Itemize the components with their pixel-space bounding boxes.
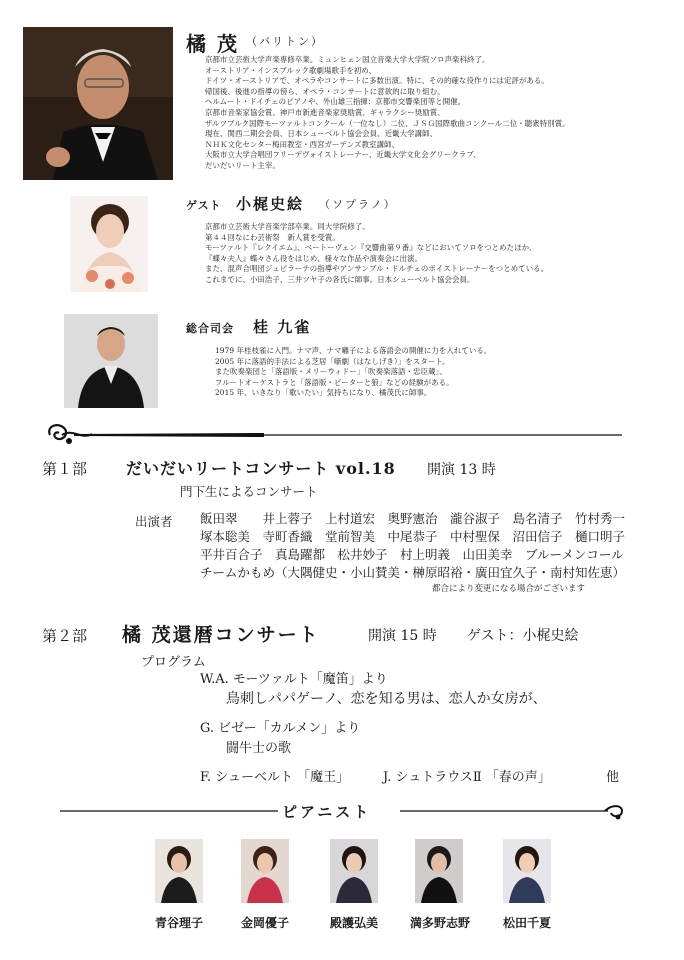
pianist-name: 金岡優子 (240, 916, 289, 930)
part1-subtitle: 門下生によるコンサート (180, 484, 318, 499)
guest-tag: ゲスト (186, 199, 222, 212)
bio-line: また、混声合唱団ジュビラーテの指導やアンサンブル・ドルチェのボイストレーナーをつとめている。 (205, 264, 549, 274)
mc-name: 桂 九雀 (253, 318, 312, 336)
guest-bio (205, 222, 548, 286)
bio-line: 2015 年、いきなり「歌いたい」気持ちになり、橘茂氏に師事。 (215, 388, 432, 398)
part1-time: 開演 13 時 (427, 462, 496, 478)
pianist-heading: ピアニスト (282, 803, 372, 821)
part2-time: 開演 15 時 (368, 628, 437, 644)
mc-photo (64, 314, 158, 408)
guest-role: （ソプラノ） (319, 198, 397, 211)
program-item: 他 (606, 770, 620, 785)
tachibana-bio (205, 55, 570, 172)
bio-line: 帰国後、後進の指導の傍ら、オペラ・コンサートに意欲的に取り組む。 (205, 86, 445, 96)
program-item: G. ビゼー「カルメン」より (200, 721, 361, 736)
program-item: 闘牛士の歌 (226, 741, 292, 756)
bio-line: だいだいリート主宰。 (205, 160, 280, 170)
performer-line: 平井百合子 真島躍都 松井妙子 村上明義 山田美幸 ブルーメンコール (200, 547, 624, 562)
tachibana-photo (23, 27, 173, 180)
part2-guest: ゲスト：小梶史絵 (467, 628, 579, 644)
guest-photo (70, 196, 148, 292)
pianist-name: 殿護弘美 (329, 916, 378, 930)
bio-line: オーストリア・インスブルック歌劇場歌手を初め、 (205, 65, 377, 75)
pianist-name: 満多野志野 (409, 916, 470, 930)
part1-title: だいだいリートコンサート vol.18 (126, 459, 396, 478)
mc-tag: 総合司会 (186, 322, 234, 335)
tachibana-role: （バリトン） (246, 35, 324, 48)
tachibana-name: 橘 茂 (186, 32, 239, 56)
bio-line: 現在、関西二期会会員、日本シューベルト協会会員、近畿大学講師、 (205, 129, 438, 139)
bio-line: 第４４回なにわ芸術祭 新人賞を受賞。 (205, 232, 340, 242)
bio-line: 大阪市立大学合唱団フリーデヴォイストレーナー、近畿大学文化会グリークラブ、 (205, 150, 481, 160)
part2-label: 第２部 (42, 627, 88, 645)
program-item: J. シュトラウスⅡ 「春の声」 (383, 770, 551, 785)
bio-line: また吹奏楽団と「落語版・メリーウィドー」「吹奏楽落語・忠臣蔵」、 (215, 367, 447, 377)
pianist-name: 松田千夏 (502, 916, 551, 930)
bio-line: これまでに、小田浩子、三井ツヤ子の各氏に師事。日本シューベルト協会会員。 (205, 274, 475, 284)
bio-line: ＮＨＫ文化センター梅田教室・西宮ガーデンズ教室講師、 (205, 139, 400, 149)
pianist-photo-5 (503, 839, 551, 903)
bio-line: ザルツブルク国際モーツァルトコンクール（一位なし）二位、ＪＳＧ国際歌曲コンクール二位・聴衆特別賞。 (205, 118, 570, 128)
program-item: F. シューベルト 「魔王」 (200, 770, 350, 785)
program-item: W.A. モーツァルト「魔笛」より (200, 672, 388, 687)
bio-line: フルートオーケストラと「落語版・ピーターと狼」などの経験がある。 (215, 377, 454, 387)
bio-line: 1979 年桂枝雀に入門。ナマ声、ナマ囃子による落語会の開催に力を入れている。 (215, 346, 492, 355)
pianist-photo-3 (330, 839, 378, 903)
bio-line: 『蝶々夫人』蝶々さん役をはじめ、様々な作品や演奏会に出演。 (205, 253, 422, 263)
change-note: 都合により変更になる場合がございます (432, 584, 586, 594)
pianist-photo-1 (155, 839, 203, 903)
performer-line: チームかもめ（大隅健史・小山賛美・榊原昭裕・廣田宜久子・南村知佐恵） (200, 565, 626, 580)
part2-title: 橘 茂還暦コンサート (122, 624, 320, 646)
pianist-photo-2 (241, 839, 289, 903)
bio-line: 2005 年に落語的手法による芝居「噺劇（はなしげき）」をスタート。 (215, 356, 450, 366)
bio-line: モーツァルト『レクイエム』、ベートーヴェン『交響曲第９番』などにおいてソロをつとめたほか、 (205, 243, 537, 253)
performer-line: 塚本聡美 寺町香織 堂前智美 中尾恭子 中村聖保 沼田信子 樋口明子 (200, 529, 626, 544)
bio-line: 京都市立芸術大学声楽専修卒業。ミュンヒェン国立音楽大学大学院ソロ声楽科終了。 (205, 55, 490, 64)
bio-line: ドイツ・オーストリアで、オペラやコンサートに多数出演。特に、その的確な役作りには定評がある。 (205, 76, 549, 86)
program-item: 鳥刺しパパゲーノ、恋を知る男は、恋人か女房が、 (226, 691, 547, 707)
performers-label: 出演者 (135, 514, 173, 529)
bio-line: ヘルムート・ドイチェのピアノや、外山雄三指揮：京都市交響楽団等と開催。 (205, 97, 466, 107)
ornament-divider (44, 422, 624, 448)
pianist-photo-4 (415, 839, 463, 903)
part1-label: 第１部 (42, 460, 88, 478)
pianist-name: 青谷理子 (154, 916, 203, 930)
guest-name: 小梶史絵 (236, 195, 305, 213)
bio-line: 京都市立芸術大学音楽学部卒業。同大学院修了。 (205, 222, 370, 231)
program-label: プログラム (141, 655, 206, 670)
performer-line: 飯田翠 井上蓉子 上村道宏 奥野憲治 瀧谷淑子 島名清子 竹村秀一 (200, 511, 626, 526)
performers-list (200, 510, 625, 582)
bio-line: 京都市音楽家協会賞、神戸市新進音楽家奨励賞、ギャラクシー奨励賞、 (205, 107, 445, 117)
mc-bio (215, 346, 491, 399)
